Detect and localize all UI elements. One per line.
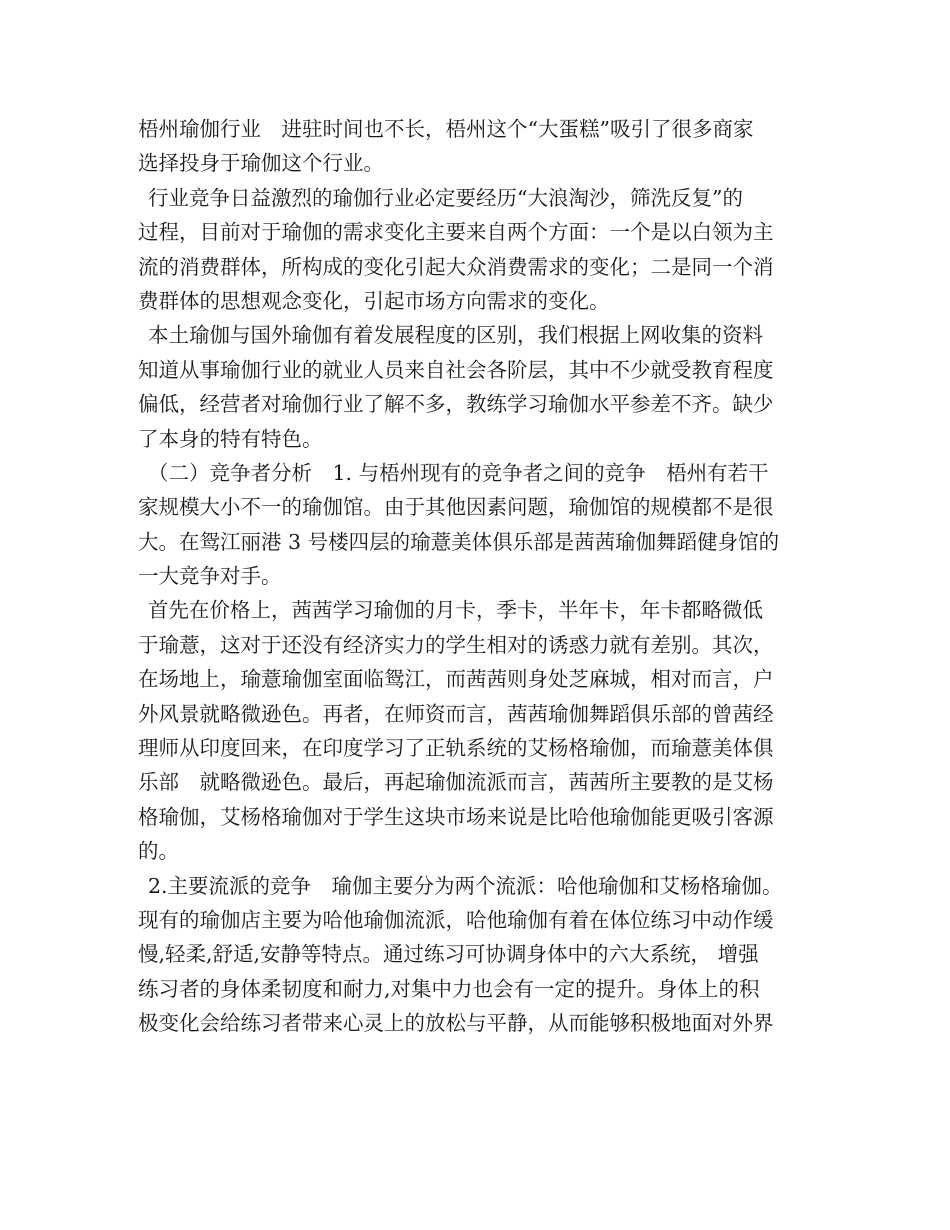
text-line: 格瑜伽，艾杨格瑜伽对于学生这块市场来说是比哈他瑜伽能更吸引客源 — [138, 804, 774, 829]
text-line: 极变化会给练习者带来心灵上的放松与平静，从而能够积极地面对外界 — [138, 1011, 774, 1036]
text-line: 梧州瑜伽行业 进驻时间也不长，梧州这个“大蛋糕”吸引了很多商家 — [138, 117, 754, 141]
text-line: 选择投身于瑜伽这个行业。 — [138, 151, 384, 176]
body-text — [138, 112, 818, 1041]
text-line: 大。在鸳江丽港 3 号楼四层的瑜薏美体俱乐部是茜茜瑜伽舞蹈健身馆的 — [138, 529, 780, 554]
text-line: 于瑜薏，这对于还没有经济实力的学生相对的诱惑力就有差别。其次， — [138, 632, 774, 657]
text-line: 外风景就略微逊色。再者，在师资而言，茜茜瑜伽舞蹈俱乐部的曾茜经 — [138, 701, 774, 726]
text-line: 知道从事瑜伽行业的就业人员来自社会各阶层，其中不少就受教育程度 — [138, 357, 774, 382]
text-line: 一大竞争对手。 — [138, 564, 282, 589]
text-line: 在场地上，瑜薏瑜伽室面临鸳江，而茜茜则身处芝麻城，相对而言，户 — [138, 667, 774, 692]
text-line: 家规模大小不一的瑜伽馆。由于其他因素问题，瑜伽馆的规模都不是很 — [138, 495, 774, 520]
text-line: 现有的瑜伽店主要为哈他瑜伽流派，哈他瑜伽有着在体位练习中动作缓 — [138, 907, 774, 932]
text-line: 费群体的思想观念变化，引起市场方向需求的变化。 — [138, 288, 610, 313]
text-line: 本土瑜伽与国外瑜伽有着发展程度的区别，我们根据上网收集的资料 — [148, 323, 763, 348]
text-line: 过程，目前对于瑜伽的需求变化主要来自两个方面：一个是以白领为主 — [138, 220, 774, 245]
text-line: 的。 — [138, 839, 179, 864]
text-line: 行业竞争日益激烈的瑜伽行业必定要经历“大浪淘沙，筛洗反复”的 — [148, 185, 743, 210]
text-line: 理师从印度回来，在印度学习了正轨系统的艾杨格瑜伽，而瑜薏美体俱 — [138, 736, 774, 761]
text-line: （二）竞争者分析 1. 与梧州现有的竞争者之间的竞争 梧州有若干 — [148, 460, 769, 485]
text-line: 2.主要流派的竞争 瑜伽主要分为两个流派：哈他瑜伽和艾杨格瑜伽。 — [148, 873, 783, 898]
text-line: 练习者的身体柔韧度和耐力,对集中力也会有一定的提升。身体上的积 — [138, 976, 760, 1001]
text-line: 首先在价格上，茜茜学习瑜伽的月卡，季卡，半年卡，年卡都略微低 — [148, 598, 763, 623]
text-line: 了本身的特有特色。 — [138, 426, 323, 451]
text-line: 偏低，经营者对瑜伽行业了解不多，教练学习瑜伽水平参差不齐。缺少 — [138, 392, 774, 417]
text-line: 乐部 就略微逊色。最后，再起瑜伽流派而言，茜茜所主要教的是艾杨 — [138, 770, 774, 795]
text-line: 流的消费群体，所构成的变化引起大众消费需求的变化；二是同一个消 — [138, 254, 774, 279]
text-line: 慢,轻柔,舒适,安静等特点。通过练习可协调身体中的六大系统， 增强 — [138, 942, 759, 967]
